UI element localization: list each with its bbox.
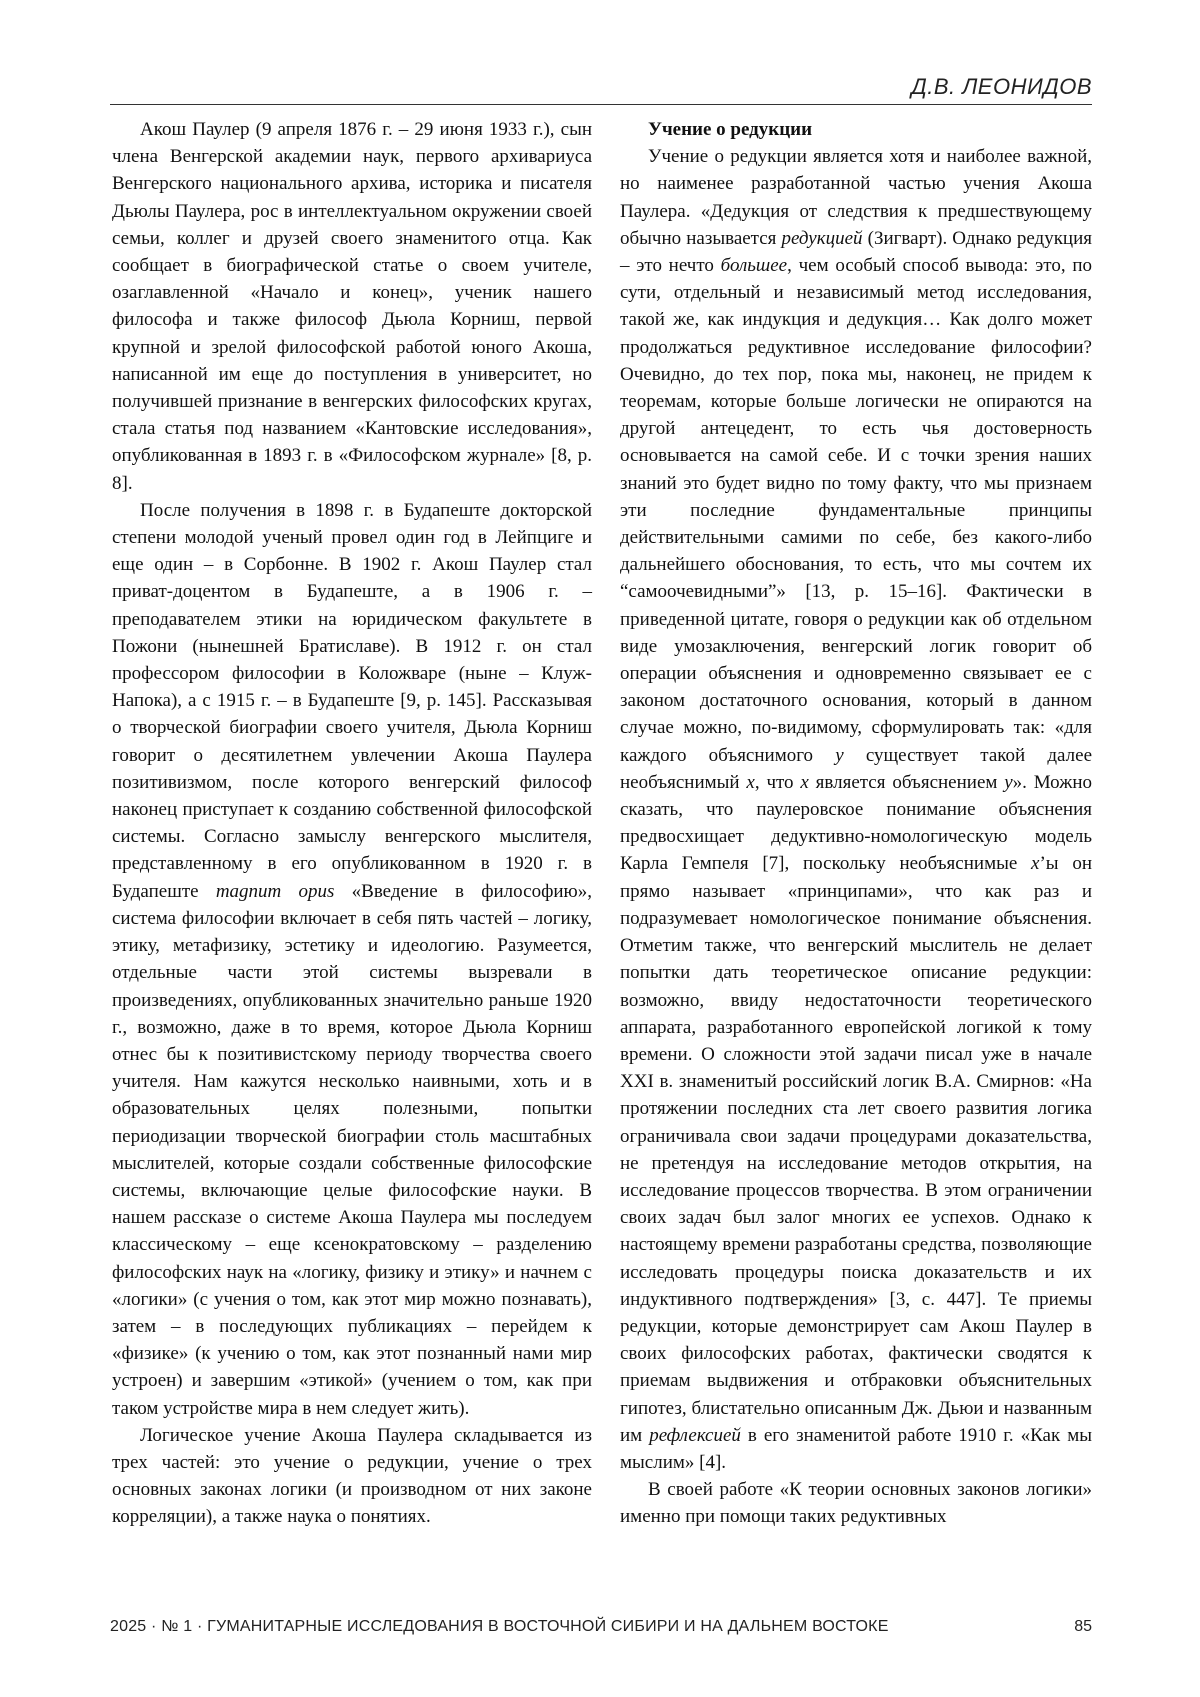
italic-variable: y [1004, 771, 1013, 793]
italic-variable: x [746, 771, 755, 793]
section-heading: Учение о редукции [648, 119, 813, 140]
paragraph: После получения в 1898 г. в Будапеште докторской степени молодой ученый провел один год в Лейпциге и еще один – в Сорбонне. В 1902 г. Акош Паулер стал приват-доцентом в Будапеште, а в 1906 г. – преподавателем этики на юридическом факультете в Пожони (нынешней Братиславе). В 1912 г. он стал профессором философии в Коложваре (ныне – Клуж-Напока), а с 1915 г. – в Будапеште [9, p. 145]. Рассказывая о творческой биографии своего учителя, Дьюла Корниш говорит о десятилетнем увлечении Акоша Паулера позитивизмом, после которого венгерский философ наконец приступает к созданию собственной философской системы. Согласно замыслу венгерского мыслителя, представленному в его опубликованном в 1920 г. в Будапеште magnum opus «Введение в философию», система философии включает в себя пять частей – логику, этику, метафизику, эстетику и идеологию. Разумеется, отдельные части этой системы вызревали в произведениях, опубликованных значительно раньше 1920 г., возможно, даже в то время, которое Дьюла Корниш отнес бы к позитивистскому периоду творчества своего учителя. Нам кажутся несколько наивными, хоть и в образовательных целях полезными, попытки периодизации творческой биографии столь масштабных мыслителей, которые создали собственные философские системы, включающие целые философские науки. В нашем рассказе о системе Акоша Паулера мы последуем классическому – еще ксенократовскому – разделению философских наук на «логику, физику и этику» и начнем с «логики» (с учения о том, как этот мир можно познавать), затем – в последующих публикациях – перейдем к «физике» (к учению о том, как этот познанный нами мир устроен) и завершим «этикой» (учением о том, как при таком устройстве мира в нем следует жить). [112, 499, 592, 1419]
page-header [110, 70, 1092, 105]
paragraph: В своей работе «К теории основных законов логики» именно при помощи таких редуктивных [620, 1479, 1092, 1528]
right-column [620, 116, 1092, 1531]
paragraph: Акош Паулер (9 апреля 1876 г. – 29 июня 1933 г.), сын члена Венгерской академии наук, первого архивариуса Венгерского национального архива, историка и писателя Дьюлы Паулера, рос в интеллектуальном окружении своей семьи, коллег и друзей своего знаменитого отца. Как сообщает в биографической статье о своем учителе, озаглавленной «Начало и конец», ученик нашего философа и также философ Дьюла Корниш, первой крупной и зрелой философской работой юного Акоша, написанной им еще до поступления в университет, но получившей признание в венгерских философских кругах, стала статья под названием «Кантовские исследования», опубликованная в 1893 г. в «Философском журнале» [8, p. 8]. [112, 119, 592, 494]
italic-variable: x [800, 771, 809, 793]
page-footer [110, 1618, 1092, 1642]
left-column [112, 116, 592, 1531]
paragraph: Учение о редукции является хотя и наиболее важной, но наименее разработанной частью учения Акоша Паулера. «Дедукция от следствия к предшествующему обычно называется редукцией (Зигварт). Однако редукция – это нечто большее, чем особый способ вывода: это, по сути, отдельный и независимый метод исследования, такой же, как индукция и дедукция… Как долго может продолжаться редуктивное исследование философии? Очевидно, до тех пор, пока мы, наконец, не придем к теоремам, которые больше логически не опираются на другой антецедент, то есть чья достоверность основывается на самой себе. И с точки зрения наших знаний это будет видно по тому факту, что мы признаем эти последние фундаментальные принципы действительными самими по себе, без какого-либо дальнейшего обоснования, то есть, что мы сочтем их “самоочевидными”» [13, p. 15–16]. Фактически в приведенной цитате, говоря о редукции как об отдельном виде умозаключения, венгерский логик говорит об операции объяснения и одновременно связывает ее с законом достаточного основания, который в данном случае можно, по-видимому, сформулировать так: «для каждого объяснимого y существует такой далее необъяснимый x, что x является объяснением y». Можно сказать, что паулеровское понимание объяснения предвосхищает дедуктивно-номологическую модель Карла Гемпеля [7], поскольку необъяснимые x’ы он прямо называет «принципами», что как раз и подразумевает номологическое понимание объяснения. Отметим также, что венгерский мыслитель не делает попытки дать теоретическое описание редукции: возможно, ввиду недостаточности теоретического аппарата, разработанного европейской логикой к тому времени. О сложности этой задачи писал уже в начале XXI в. знаменитый российский логик В.А. Смирнов: «На протяжении последних ста лет своего развития логика ограничивала свои задачи процедурами доказательства, не претендуя на исследование методов открытия, на исследование процессов творчества. В этом ограничении своих задач был залог многих ее успехов. Однако к настоящему времени разработаны средства, позволяющие исследовать процедуры поиска доказательств и их индуктивного подтверждения» [3, с. 447]. Те приемы редукции, которые демонстрирует сам Акош Паулер в своих философских работах, фактически сводятся к приемам выдвижения и отбраковки объяснительных гипотез, блистательно описанным Дж. Дьюи и названным им рефлексией в его знаменитой работе 1910 г. «Как мы мыслим» [4]. [620, 146, 1092, 1473]
italic-term: большее [720, 255, 788, 277]
paragraph: Логическое учение Акоша Паулера складывается из трех частей: это учение о редукции, учение о трех основных законах логики (и производном от них законе корреляции), а также наука о понятиях. [112, 1424, 592, 1528]
italic-term: редукцией [781, 227, 863, 249]
italic-variable: y [835, 744, 844, 766]
italic-term: рефлексией [649, 1424, 741, 1446]
italic-variable: x [1031, 853, 1040, 875]
running-author: Д.В. ЛЕОНИДОВ [911, 74, 1092, 99]
journal-title: 2025 · № 1 · ГУМАНИТАРНЫЕ ИССЛЕДОВАНИЯ В ВОСТОЧНОЙ СИБИРИ И НА ДАЛЬНЕМ ВОСТОКЕ [110, 1618, 889, 1635]
italic-term: magnum opus [215, 880, 335, 902]
page-number: 85 [1074, 1618, 1092, 1635]
